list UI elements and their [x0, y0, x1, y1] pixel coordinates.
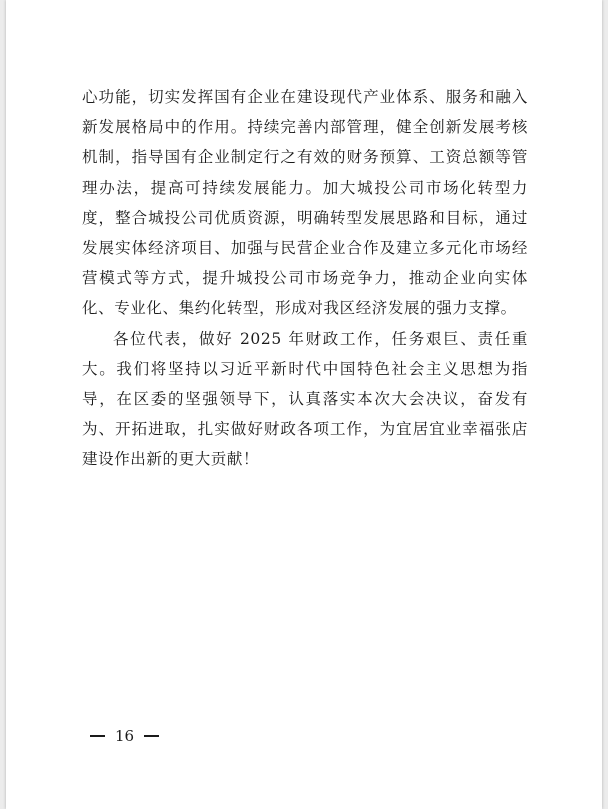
footer-dash-left: [90, 735, 105, 737]
page-number: 16: [115, 727, 135, 745]
document-body: [82, 82, 528, 475]
footer-dash-right: [144, 735, 159, 737]
page-footer: [90, 727, 159, 745]
paragraph-continuation: 心功能，切实发挥国有企业在建设现代产业体系、服务和融入新发展格局中的作用。持续完善内部管理，健全创新发展考核机制，指导国有企业制定行之有效的财务预算、工资总额等管理办法，提高可持续发展能力。加大城投公司市场化转型力度，整合城投公司优质资源，明确转型发展思路和目标，通过发展实体经济项目、加强与民营企业合作及建立多元化市场经营模式等方式，提升城投公司市场竞争力，推动企业向实体化、专业化、集约化转型，形成对我区经济发展的强力支撑。: [82, 88, 528, 318]
paragraph-closing: 各位代表，做好 2025 年财政工作，任务艰巨、责任重大。我们将坚持以习近平新时代中国特色社会主义思想为指导，在区委的坚强领导下，认真落实本次大会决议，奋发有为、开拓进取，扎实做好财政各项工作，为宜居宜业幸福张店建设作出新的更大贡献！: [82, 329, 528, 469]
document-page: [6, 0, 602, 809]
